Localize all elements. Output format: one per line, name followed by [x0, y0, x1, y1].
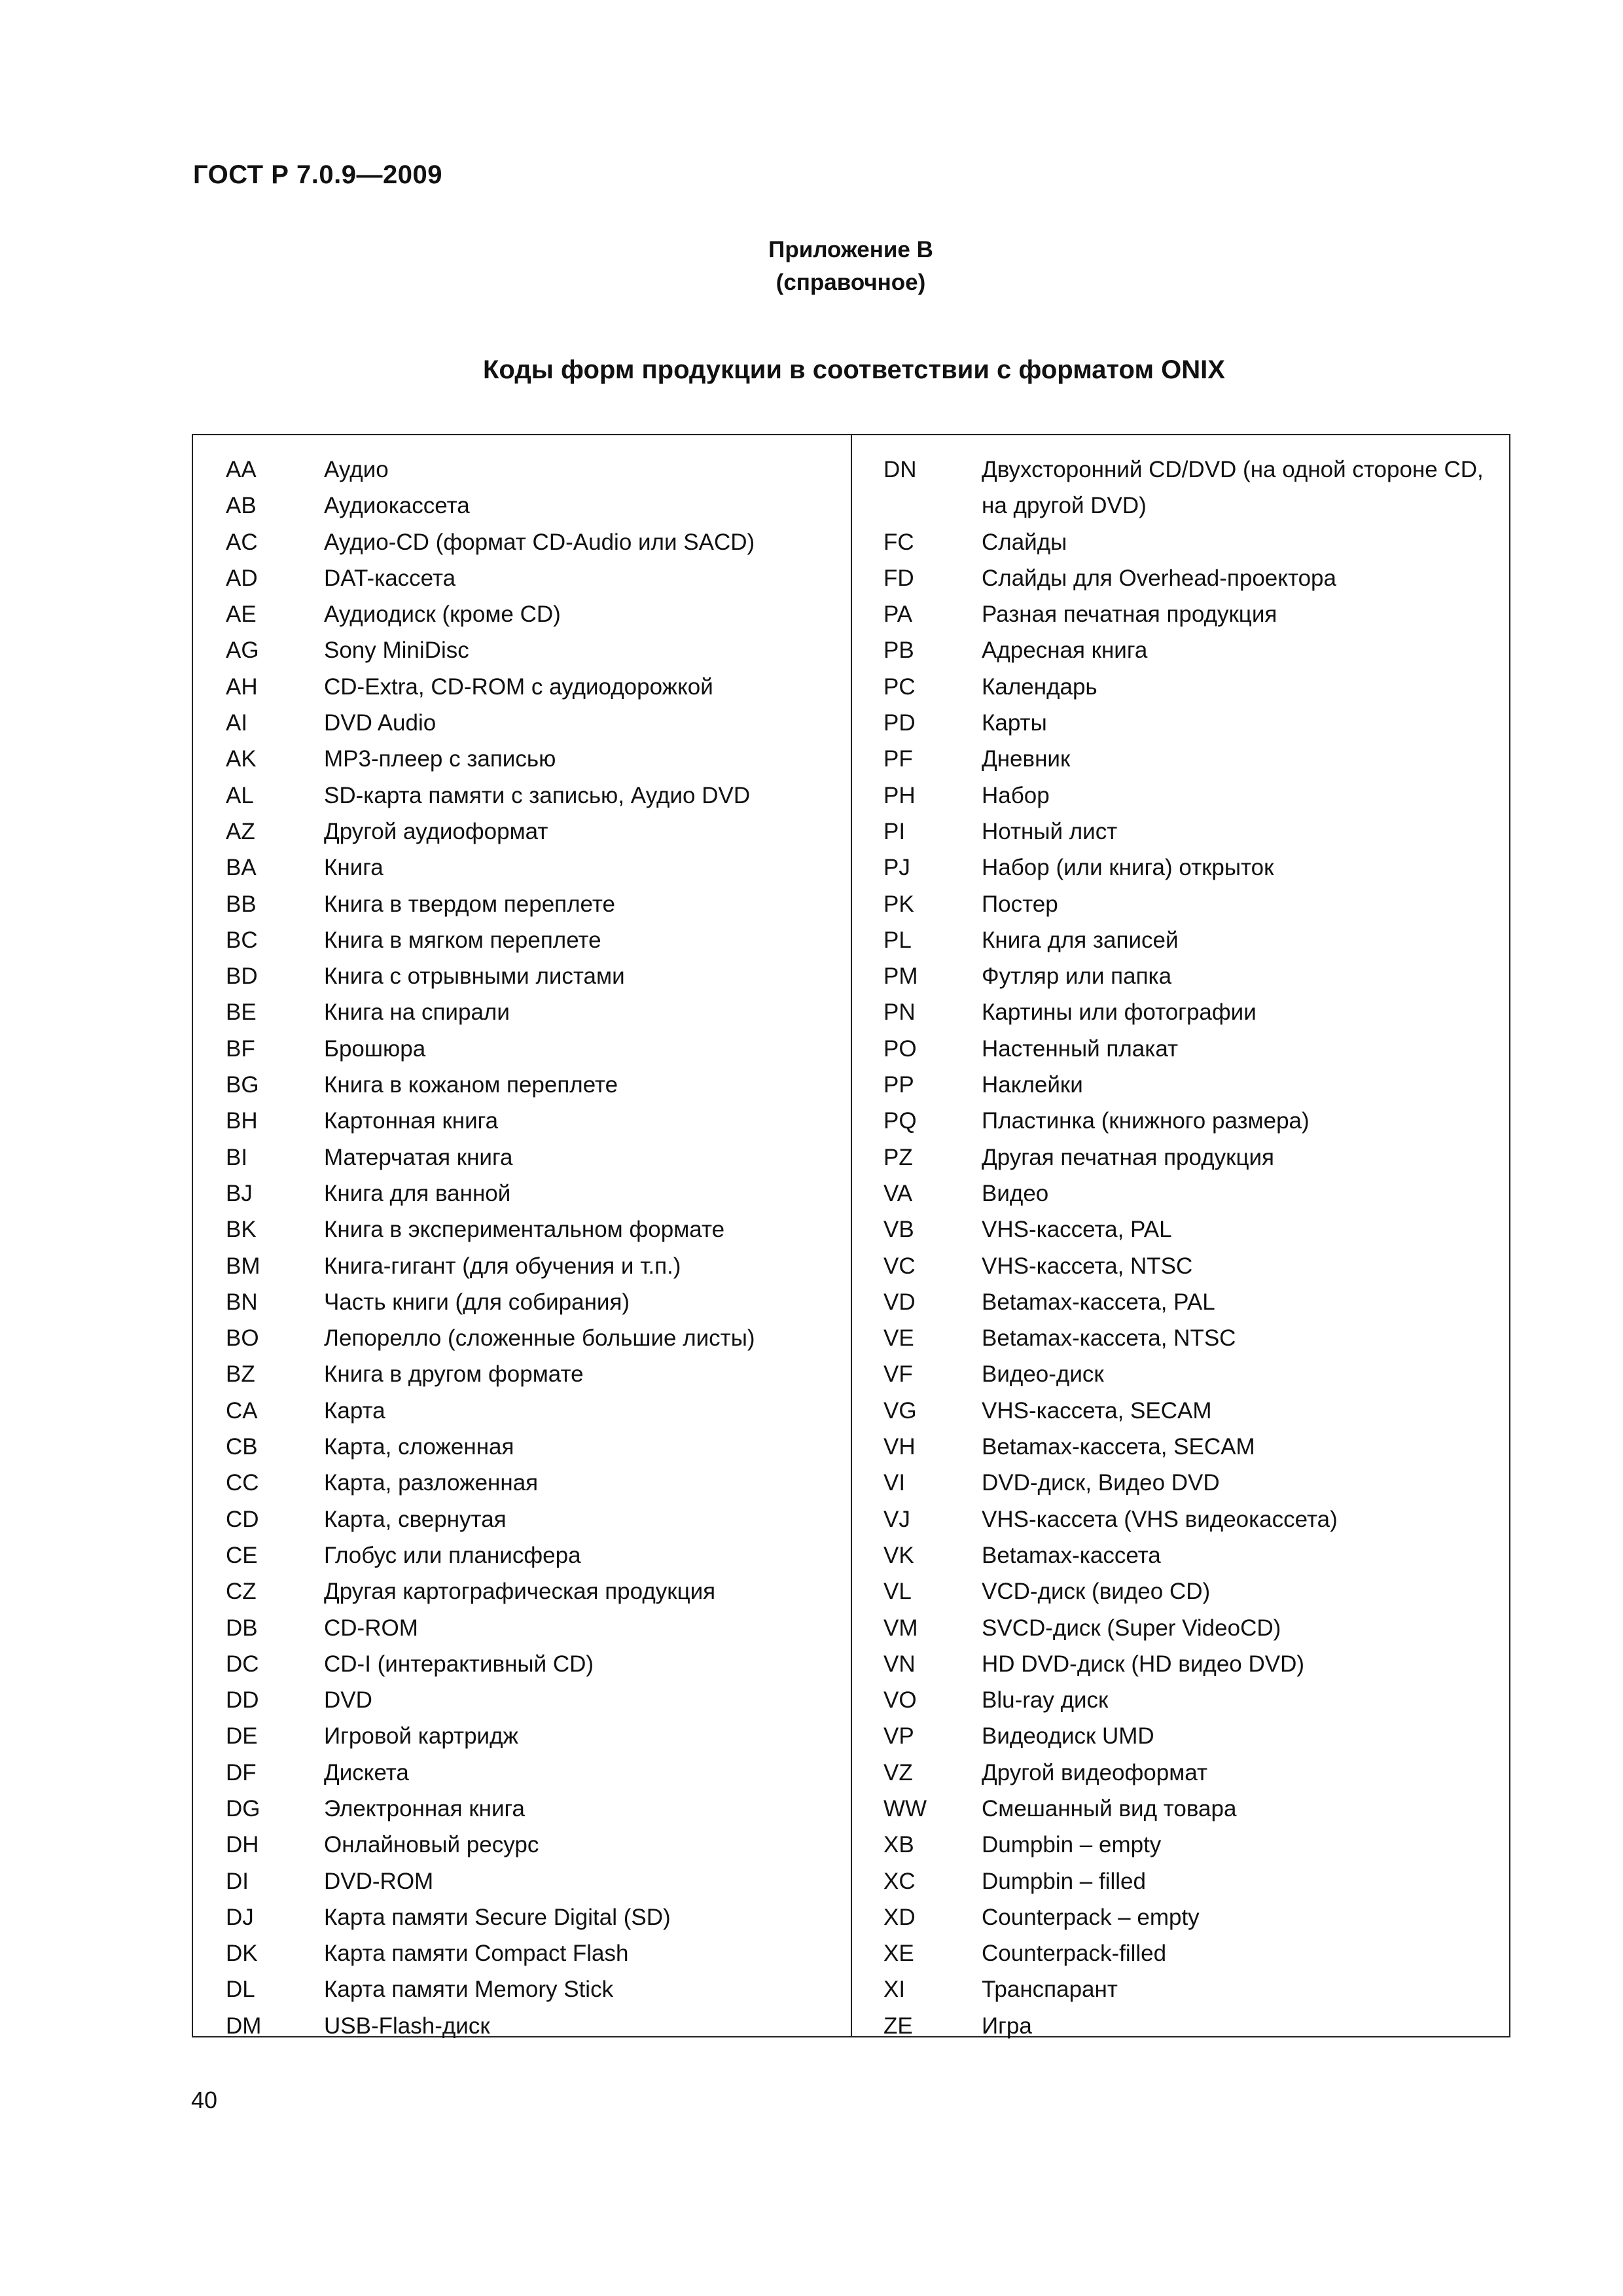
product-form-code: BB: [226, 891, 257, 917]
product-form-code: BD: [226, 963, 258, 990]
table-row: [883, 1935, 1505, 1971]
product-form-code: BF: [226, 1035, 255, 1062]
product-form-description: Электронная книга: [324, 1795, 526, 1821]
product-form-description: Смешанный вид товара: [982, 1795, 1237, 1821]
product-form-code: VJ: [883, 1506, 910, 1532]
table-row: [883, 1537, 1505, 1573]
product-form-code: CC: [226, 1470, 259, 1496]
product-form-description: VCD-диск (видео CD): [982, 1579, 1211, 1605]
table-row: [226, 1284, 847, 1320]
product-form-code: BG: [226, 1072, 259, 1098]
product-form-description: DVD-ROM: [324, 1868, 434, 1894]
product-form-description: Глобус или планисфера: [324, 1542, 581, 1568]
product-form-code: CE: [226, 1542, 258, 1568]
table-row: [226, 1682, 847, 1718]
product-form-description: Аудиокассета: [324, 493, 470, 519]
product-form-code: DF: [226, 1759, 257, 1785]
product-form-code: DL: [226, 1977, 255, 2003]
product-form-code: VE: [883, 1325, 914, 1352]
product-form-code: PQ: [883, 1108, 917, 1134]
product-form-description: Аудио-CD (формат CD-Audio или SACD): [324, 529, 755, 555]
product-form-description: Книга в кожаном переплете: [324, 1072, 618, 1098]
product-form-description: DVD: [324, 1687, 372, 1713]
product-form-description: Дискета: [324, 1759, 409, 1785]
product-form-description: Аудиодиск (кроме CD): [324, 601, 561, 628]
product-form-code: AG: [226, 637, 259, 664]
product-form-description: Betamax-кассета, NTSC: [982, 1325, 1236, 1352]
table-row: [226, 1827, 847, 1863]
product-form-code: XI: [883, 1977, 906, 2003]
product-form-description: Книга для ванной: [324, 1180, 511, 1206]
product-form-code: XC: [883, 1868, 916, 1894]
product-form-code: PA: [883, 601, 913, 628]
table-row: [883, 1971, 1505, 2007]
table-row: [883, 1211, 1505, 1247]
product-form-description: Видео: [982, 1180, 1049, 1206]
product-form-code: DN: [883, 457, 917, 482]
table-row: [883, 452, 1505, 524]
product-form-code: VZ: [883, 1759, 913, 1785]
product-form-code: AE: [226, 601, 257, 628]
table-row: [883, 1284, 1505, 1320]
product-form-description: DVD Audio: [324, 710, 437, 736]
product-form-code: PL: [883, 927, 912, 953]
product-form-description: Лепорелло (сложенные большие листы): [324, 1325, 755, 1352]
table-row: [883, 1356, 1505, 1392]
table-row: [226, 560, 847, 596]
table-row: [883, 632, 1505, 668]
product-form-code: DE: [226, 1723, 258, 1749]
product-form-description: Книга в твердом переплете: [324, 891, 615, 917]
product-form-description: Часть книги (для собирания): [324, 1289, 630, 1315]
product-form-description: MP3-плеер с записью: [324, 746, 556, 772]
table-row: [226, 994, 847, 1030]
product-form-description: Картонная книга: [324, 1108, 499, 1134]
table-row: [226, 958, 847, 994]
table-row: [226, 488, 847, 524]
table-row: [226, 1501, 847, 1537]
product-form-code: PC: [883, 673, 916, 700]
table-row: [883, 524, 1505, 560]
product-form-description: Постер: [982, 891, 1058, 917]
table-row: [883, 1175, 1505, 1211]
table-row: [883, 1501, 1505, 1537]
product-form-code: BZ: [226, 1361, 255, 1388]
product-form-description: DAT-кассета: [324, 565, 456, 591]
table-row: [883, 560, 1505, 596]
product-form-description: SD-карта памяти с записью, Аудио DVD: [324, 782, 751, 808]
table-row: [226, 1863, 847, 1899]
product-form-code: PH: [883, 782, 916, 808]
product-form-description: Counterpack-filled: [982, 1941, 1167, 1967]
product-form-code: VF: [883, 1361, 913, 1388]
table-row: [226, 1610, 847, 1646]
product-form-code: VB: [883, 1217, 914, 1243]
product-form-description: CD-I (интерактивный CD): [324, 1651, 594, 1677]
product-form-code: CD: [226, 1506, 259, 1532]
product-form-code: DK: [226, 1941, 258, 1967]
product-form-description: Игра: [982, 2013, 1032, 2039]
table-row: [883, 1465, 1505, 1501]
product-form-description: Другой аудиоформат: [324, 818, 548, 844]
product-form-description: Другая картографическая продукция: [324, 1579, 716, 1605]
table-row: [226, 886, 847, 922]
product-form-code: CZ: [226, 1579, 257, 1605]
table-row: [226, 524, 847, 560]
product-form-description: Слайды: [982, 529, 1067, 555]
product-form-code: CA: [226, 1397, 258, 1424]
table-row: [883, 1067, 1505, 1103]
product-form-description: USB-Flash-диск: [324, 2013, 490, 2039]
table-row: [226, 596, 847, 632]
product-form-description: Dumpbin – filled: [982, 1868, 1146, 1894]
product-form-code: AI: [226, 710, 248, 736]
product-form-description: Книга для записей: [982, 927, 1179, 953]
product-form-description: Наклейки: [982, 1072, 1083, 1098]
table-row: [883, 1755, 1505, 1791]
table-row: [883, 1320, 1505, 1356]
product-form-code: DI: [226, 1868, 249, 1894]
table-row: [226, 850, 847, 886]
table-row: [883, 741, 1505, 777]
product-form-code: AH: [226, 673, 258, 700]
product-form-description: SVCD-диск (Super VideoCD): [982, 1615, 1281, 1641]
product-form-description: Книга с отрывными листами: [324, 963, 625, 990]
product-form-code: FC: [883, 529, 914, 555]
table-row: [226, 1031, 847, 1067]
product-form-code: VK: [883, 1542, 914, 1568]
appendix-kind: (справочное): [776, 270, 926, 295]
product-form-description: Карты: [982, 710, 1047, 736]
product-form-code: DD: [226, 1687, 259, 1713]
table-row: [226, 1393, 847, 1429]
product-form-code: PO: [883, 1035, 917, 1062]
product-form-description: VHS-кассета, NTSC: [982, 1253, 1193, 1279]
product-form-code: XB: [883, 1832, 914, 1858]
product-form-code: BA: [226, 855, 257, 881]
product-form-description: Карта: [324, 1397, 385, 1424]
product-form-description: Книга: [324, 855, 383, 881]
product-form-description: Видео-диск: [982, 1361, 1104, 1388]
product-form-code: CB: [226, 1434, 258, 1460]
product-form-code: PN: [883, 999, 916, 1026]
table-row: [226, 922, 847, 958]
product-form-description: Карта, разложенная: [324, 1470, 539, 1496]
table-row: [226, 1103, 847, 1139]
product-form-code: BK: [226, 1217, 257, 1243]
product-form-code: BI: [226, 1144, 248, 1170]
table-row: [226, 1139, 847, 1175]
table-row: [226, 632, 847, 668]
table-row: [883, 1429, 1505, 1465]
product-form-code: AK: [226, 746, 257, 772]
product-form-code: AC: [226, 529, 258, 555]
product-form-code: AL: [226, 782, 254, 808]
table-row: [883, 1139, 1505, 1175]
table-row: [883, 958, 1505, 994]
product-form-description: VHS-кассета, SECAM: [982, 1397, 1212, 1424]
table-row: [883, 778, 1505, 814]
standard-id: ГОСТ Р 7.0.9—2009: [193, 160, 442, 189]
table-row: [883, 1393, 1505, 1429]
table-row: [226, 1465, 847, 1501]
product-form-code: BM: [226, 1253, 260, 1279]
table-row: [226, 669, 847, 705]
product-form-description: Книга в другом формате: [324, 1361, 584, 1388]
appendix-title: Приложение В: [768, 237, 933, 262]
product-form-description: Карта, сложенная: [324, 1434, 514, 1460]
table-row: [226, 1573, 847, 1609]
table-row: [226, 1899, 847, 1935]
product-form-description: DVD-диск, Видео DVD: [982, 1470, 1220, 1496]
product-form-description: Книга на спирали: [324, 999, 510, 1026]
product-form-code: BN: [226, 1289, 258, 1315]
product-form-code: PM: [883, 963, 918, 990]
table-row: [883, 1610, 1505, 1646]
product-form-code: PJ: [883, 855, 910, 881]
product-form-description: Картины или фотографии: [982, 999, 1257, 1026]
product-form-code: VO: [883, 1687, 917, 1713]
product-form-code: DM: [226, 2013, 262, 2039]
product-form-description: Betamax-кассета, SECAM: [982, 1434, 1255, 1460]
table-row: [883, 994, 1505, 1030]
table-row: [883, 669, 1505, 705]
product-form-code: PZ: [883, 1144, 913, 1170]
table-row: [883, 2008, 1505, 2044]
product-form-description: Карта памяти Memory Stick: [324, 1977, 614, 2003]
product-form-description: Аудио: [324, 457, 389, 482]
product-form-description: Нотный лист: [982, 818, 1118, 844]
table-row: [226, 1356, 847, 1392]
table-row: [883, 922, 1505, 958]
product-form-description: Книга в мягком переплете: [324, 927, 601, 953]
product-form-description: VHS-кассета (VHS видеокассета): [982, 1506, 1338, 1532]
product-form-code: AA: [226, 457, 257, 482]
product-form-description: Набор: [982, 782, 1050, 808]
product-form-description: Транспарант: [982, 1977, 1118, 2003]
product-form-code: PF: [883, 746, 913, 772]
table-row: [226, 1175, 847, 1211]
product-form-description: Слайды для Overhead-проектора: [982, 565, 1336, 591]
product-form-code: BJ: [226, 1180, 253, 1206]
product-form-code: WW: [883, 1795, 927, 1821]
document-title: Коды форм продукции в соответствии с форматом ONIX: [483, 355, 1225, 384]
product-form-description: Книга в экспериментальном формате: [324, 1217, 725, 1243]
table-row: [226, 778, 847, 814]
table-row: [883, 814, 1505, 850]
table-row: [226, 1755, 847, 1791]
product-form-description: Betamax-кассета: [982, 1542, 1161, 1568]
product-form-description: Набор (или книга) открыток: [982, 855, 1274, 881]
product-form-code: VA: [883, 1180, 913, 1206]
product-form-description: Футляр или папка: [982, 963, 1172, 990]
product-form-code: VC: [883, 1253, 916, 1279]
table-row: [883, 1718, 1505, 1754]
page-number: 40: [191, 2087, 218, 2113]
product-form-code: VN: [883, 1651, 916, 1677]
product-form-description: Blu-ray диск: [982, 1687, 1109, 1713]
product-form-description: Брошюра: [324, 1035, 426, 1062]
product-form-code: DC: [226, 1651, 259, 1677]
product-form-code: AD: [226, 565, 258, 591]
product-form-code: PD: [883, 710, 916, 736]
table-row: [883, 1573, 1505, 1609]
product-form-code: XE: [883, 1941, 914, 1967]
product-form-code: PP: [883, 1072, 914, 1098]
product-form-description: Онлайновый ресурс: [324, 1832, 539, 1858]
table-row: [226, 1211, 847, 1247]
product-form-code: PK: [883, 891, 914, 917]
product-form-description: HD DVD-диск (HD видео DVD): [982, 1651, 1305, 1677]
product-form-code: VP: [883, 1723, 914, 1749]
product-form-code: PI: [883, 818, 906, 844]
table-row: [883, 1827, 1505, 1863]
product-form-code: DH: [226, 1832, 259, 1858]
table-row: [226, 1935, 847, 1971]
table-row: [883, 1103, 1505, 1139]
product-form-description: Карта, свернутая: [324, 1506, 507, 1532]
table-row: [883, 1248, 1505, 1284]
table-row: [226, 1429, 847, 1465]
table-row: [226, 705, 847, 741]
product-form-description: Видеодиск UMD: [982, 1723, 1154, 1749]
codes-column-left: [226, 452, 847, 2044]
product-form-description: Sony MiniDisc: [324, 637, 469, 664]
table-row: [226, 1718, 847, 1754]
table-row: [226, 452, 847, 488]
product-form-code: VI: [883, 1470, 906, 1496]
table-row: [883, 850, 1505, 886]
product-form-description: Dumpbin – empty: [982, 1832, 1162, 1858]
codes-column-right: [883, 452, 1505, 2044]
product-form-code: PB: [883, 637, 914, 664]
product-form-code: VG: [883, 1397, 917, 1424]
product-form-description: VHS-кассета, PAL: [982, 1217, 1172, 1243]
table-row: [883, 705, 1505, 741]
product-form-description: Двухсторонний CD/DVD (на одной стороне CD, на другой DVD): [982, 457, 1484, 519]
product-form-description: Настенный плакат: [982, 1035, 1179, 1062]
product-form-code: ZE: [883, 2013, 913, 2039]
product-form-code: XD: [883, 1904, 916, 1930]
product-form-description: Betamax-кассета, PAL: [982, 1289, 1215, 1315]
product-form-code: DJ: [226, 1904, 254, 1930]
product-form-description: Counterpack – empty: [982, 1904, 1200, 1930]
product-form-description: Разная печатная продукция: [982, 601, 1277, 628]
product-form-code: AZ: [226, 818, 255, 844]
product-form-description: CD-ROM: [324, 1615, 418, 1641]
table-row: [226, 814, 847, 850]
product-form-description: Другая печатная продукция: [982, 1144, 1275, 1170]
product-form-code: AB: [226, 493, 257, 519]
product-form-code: VD: [883, 1289, 916, 1315]
table-row: [226, 1646, 847, 1682]
table-row: [226, 1067, 847, 1103]
product-form-code: VH: [883, 1434, 916, 1460]
table-row: [226, 1248, 847, 1284]
product-form-description: Дневник: [982, 746, 1071, 772]
table-row: [226, 741, 847, 777]
product-form-description: Пластинка (книжного размера): [982, 1108, 1310, 1134]
table-row: [883, 1899, 1505, 1935]
product-form-description: Другой видеоформат: [982, 1759, 1208, 1785]
product-form-code: BH: [226, 1108, 258, 1134]
table-row: [883, 1791, 1505, 1827]
product-form-code: BE: [226, 999, 257, 1026]
table-row: [226, 2008, 847, 2044]
table-row: [883, 1682, 1505, 1718]
product-form-description: Игровой картридж: [324, 1723, 518, 1749]
product-form-description: Адресная книга: [982, 637, 1148, 664]
table-row: [226, 1320, 847, 1356]
codes-table: [192, 434, 1510, 2037]
product-form-description: Календарь: [982, 673, 1097, 700]
product-form-code: VL: [883, 1579, 912, 1605]
column-divider: [851, 435, 852, 2036]
product-form-code: DG: [226, 1795, 260, 1821]
table-row: [226, 1791, 847, 1827]
product-form-code: DB: [226, 1615, 258, 1641]
product-form-description: Матерчатая книга: [324, 1144, 513, 1170]
product-form-description: Карта памяти Secure Digital (SD): [324, 1904, 671, 1930]
product-form-code: BC: [226, 927, 258, 953]
product-form-description: CD-Extra, CD-ROM с аудиодорожкой: [324, 673, 713, 700]
table-row: [883, 1646, 1505, 1682]
product-form-description: Карта памяти Compact Flash: [324, 1941, 629, 1967]
product-form-code: BO: [226, 1325, 259, 1352]
table-row: [883, 886, 1505, 922]
table-row: [226, 1537, 847, 1573]
table-row: [883, 1031, 1505, 1067]
product-form-code: VM: [883, 1615, 918, 1641]
product-form-description: Книга-гигант (для обучения и т.п.): [324, 1253, 681, 1279]
table-row: [883, 596, 1505, 632]
table-row: [226, 1971, 847, 2007]
table-row: [883, 1863, 1505, 1899]
product-form-code: FD: [883, 565, 914, 591]
